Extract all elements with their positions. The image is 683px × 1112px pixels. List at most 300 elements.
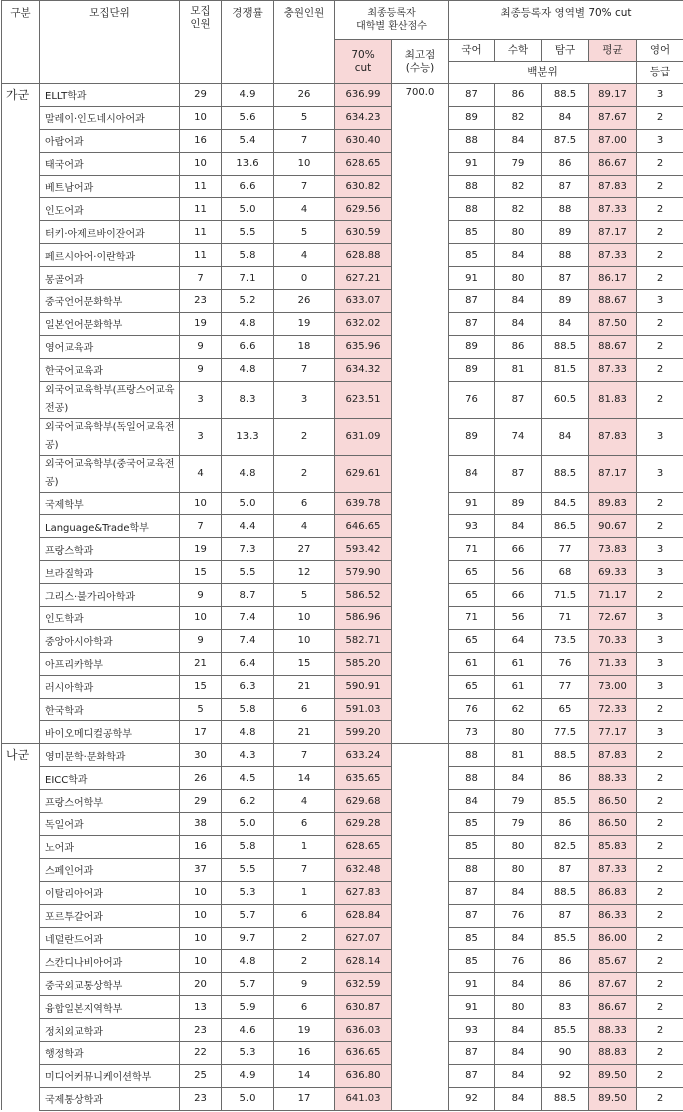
inquiry-cell: 84 bbox=[542, 312, 589, 335]
cut70-cell: 635.96 bbox=[335, 335, 392, 358]
cut70-cell: 636.03 bbox=[335, 1019, 392, 1042]
quota-cell: 30 bbox=[180, 744, 222, 767]
math-cell: 84 bbox=[495, 129, 542, 152]
unit-cell: 이탈리아어과 bbox=[40, 881, 180, 904]
competition-cell: 7.4 bbox=[222, 629, 274, 652]
cut70-cell: 634.32 bbox=[335, 358, 392, 381]
korean-cell: 89 bbox=[449, 358, 495, 381]
math-cell: 86 bbox=[495, 84, 542, 107]
korean-cell: 87 bbox=[449, 1064, 495, 1087]
competition-cell: 9.7 bbox=[222, 927, 274, 950]
table-row bbox=[2, 1041, 683, 1064]
average-cell: 87.33 bbox=[589, 858, 637, 881]
average-cell: 87.67 bbox=[589, 106, 637, 129]
extra-cell: 14 bbox=[274, 767, 335, 790]
average-cell: 88.33 bbox=[589, 767, 637, 790]
math-cell: 82 bbox=[495, 106, 542, 129]
math-cell: 61 bbox=[495, 675, 542, 698]
competition-cell: 5.5 bbox=[222, 561, 274, 584]
competition-cell: 4.9 bbox=[222, 84, 274, 107]
average-cell: 87.83 bbox=[589, 418, 637, 455]
table-row bbox=[2, 858, 683, 881]
max-score-cell: 700.0 bbox=[392, 84, 449, 744]
header-grade: 등급 bbox=[637, 62, 683, 84]
unit-cell: 네덜란드어과 bbox=[40, 927, 180, 950]
average-cell: 86.17 bbox=[589, 267, 637, 290]
math-cell: 79 bbox=[495, 813, 542, 836]
cut70-cell: 586.52 bbox=[335, 584, 392, 607]
quota-cell: 37 bbox=[180, 858, 222, 881]
math-cell: 82 bbox=[495, 175, 542, 198]
korean-cell: 91 bbox=[449, 996, 495, 1019]
table-row bbox=[2, 904, 683, 927]
english-grade-cell: 2 bbox=[637, 584, 683, 607]
average-cell: 85.67 bbox=[589, 950, 637, 973]
table-row bbox=[2, 1087, 683, 1110]
korean-cell: 91 bbox=[449, 267, 495, 290]
extra-cell: 0 bbox=[274, 267, 335, 290]
math-cell: 84 bbox=[495, 1087, 542, 1110]
average-cell: 87.83 bbox=[589, 175, 637, 198]
competition-cell: 5.2 bbox=[222, 290, 274, 313]
quota-cell: 9 bbox=[180, 358, 222, 381]
english-grade-cell: 2 bbox=[637, 1064, 683, 1087]
english-grade-cell: 2 bbox=[637, 835, 683, 858]
inquiry-cell: 87 bbox=[542, 858, 589, 881]
english-grade-cell: 3 bbox=[637, 418, 683, 455]
header-cut70: 70% cut bbox=[335, 40, 392, 84]
cut70-cell: 641.03 bbox=[335, 1087, 392, 1110]
average-cell: 87.67 bbox=[589, 973, 637, 996]
unit-cell: 브라질학과 bbox=[40, 561, 180, 584]
english-grade-cell: 3 bbox=[637, 721, 683, 744]
cut70-cell: 636.80 bbox=[335, 1064, 392, 1087]
header-max-score: 최고점 (수능) bbox=[392, 40, 449, 84]
quota-cell: 23 bbox=[180, 1087, 222, 1110]
korean-cell: 88 bbox=[449, 175, 495, 198]
korean-cell: 71 bbox=[449, 538, 495, 561]
quota-cell: 16 bbox=[180, 835, 222, 858]
math-cell: 84 bbox=[495, 927, 542, 950]
header-inquiry: 탐구 bbox=[542, 40, 589, 62]
table-row bbox=[2, 675, 683, 698]
table-header bbox=[2, 1, 683, 84]
competition-cell: 5.3 bbox=[222, 881, 274, 904]
english-grade-cell: 2 bbox=[637, 927, 683, 950]
table-row bbox=[2, 290, 683, 313]
inquiry-cell: 84 bbox=[542, 106, 589, 129]
math-cell: 81 bbox=[495, 358, 542, 381]
header-final-score: 최종등록자 대학별 환산점수 bbox=[335, 1, 449, 40]
quota-cell: 26 bbox=[180, 767, 222, 790]
unit-cell: 페르시아어·이란학과 bbox=[40, 244, 180, 267]
quota-cell: 15 bbox=[180, 675, 222, 698]
quota-cell: 23 bbox=[180, 1019, 222, 1042]
inquiry-cell: 68 bbox=[542, 561, 589, 584]
inquiry-cell: 77 bbox=[542, 675, 589, 698]
math-cell: 80 bbox=[495, 996, 542, 1019]
extra-cell: 2 bbox=[274, 455, 335, 492]
cut70-cell: 579.90 bbox=[335, 561, 392, 584]
inquiry-cell: 71 bbox=[542, 607, 589, 630]
english-grade-cell: 3 bbox=[637, 675, 683, 698]
header-quota: 모집 인원 bbox=[180, 1, 222, 84]
unit-cell: 중국언어문화학부 bbox=[40, 290, 180, 313]
table-row bbox=[2, 698, 683, 721]
quota-cell: 3 bbox=[180, 381, 222, 418]
competition-cell: 5.0 bbox=[222, 1087, 274, 1110]
korean-cell: 87 bbox=[449, 1041, 495, 1064]
unit-cell: 러시아학과 bbox=[40, 675, 180, 698]
inquiry-cell: 88.5 bbox=[542, 1087, 589, 1110]
quota-cell: 13 bbox=[180, 996, 222, 1019]
inquiry-cell: 86 bbox=[542, 950, 589, 973]
extra-cell: 6 bbox=[274, 996, 335, 1019]
table-row bbox=[2, 835, 683, 858]
cut70-cell: 599.20 bbox=[335, 721, 392, 744]
table-row bbox=[2, 538, 683, 561]
korean-cell: 73 bbox=[449, 721, 495, 744]
table-row bbox=[2, 629, 683, 652]
unit-cell: 그리스·불가리아학과 bbox=[40, 584, 180, 607]
unit-cell: 외국어교육학부(중국어교육전공) bbox=[40, 455, 180, 492]
table-row bbox=[2, 335, 683, 358]
korean-cell: 85 bbox=[449, 835, 495, 858]
average-cell: 87.17 bbox=[589, 455, 637, 492]
table-row bbox=[2, 813, 683, 836]
inquiry-cell: 88.5 bbox=[542, 84, 589, 107]
quota-cell: 29 bbox=[180, 84, 222, 107]
average-cell: 87.00 bbox=[589, 129, 637, 152]
average-cell: 89.83 bbox=[589, 492, 637, 515]
quota-cell: 11 bbox=[180, 244, 222, 267]
average-cell: 87.33 bbox=[589, 244, 637, 267]
math-cell: 56 bbox=[495, 561, 542, 584]
cut70-cell: 646.65 bbox=[335, 515, 392, 538]
korean-cell: 91 bbox=[449, 492, 495, 515]
header-english: 영어 bbox=[637, 40, 683, 62]
average-cell: 87.83 bbox=[589, 744, 637, 767]
competition-cell: 5.5 bbox=[222, 858, 274, 881]
inquiry-cell: 73.5 bbox=[542, 629, 589, 652]
math-cell: 80 bbox=[495, 721, 542, 744]
average-cell: 86.50 bbox=[589, 790, 637, 813]
math-cell: 84 bbox=[495, 290, 542, 313]
cut70-cell: 633.24 bbox=[335, 744, 392, 767]
competition-cell: 5.8 bbox=[222, 698, 274, 721]
cut70-cell: 628.14 bbox=[335, 950, 392, 973]
extra-cell: 12 bbox=[274, 561, 335, 584]
english-grade-cell: 2 bbox=[637, 244, 683, 267]
cut70-cell: 629.61 bbox=[335, 455, 392, 492]
competition-cell: 13.6 bbox=[222, 152, 274, 175]
header-final-area: 최종등록자 영역별 70% cut bbox=[449, 1, 683, 40]
math-cell: 84 bbox=[495, 973, 542, 996]
table-row bbox=[2, 515, 683, 538]
table-body bbox=[2, 84, 683, 1111]
math-cell: 84 bbox=[495, 515, 542, 538]
math-cell: 76 bbox=[495, 950, 542, 973]
cut70-cell: 631.09 bbox=[335, 418, 392, 455]
extra-cell: 7 bbox=[274, 175, 335, 198]
math-cell: 84 bbox=[495, 1041, 542, 1064]
unit-cell: 인도학과 bbox=[40, 607, 180, 630]
extra-cell: 6 bbox=[274, 492, 335, 515]
table-row bbox=[2, 652, 683, 675]
english-grade-cell: 2 bbox=[637, 698, 683, 721]
cut70-cell: 590.91 bbox=[335, 675, 392, 698]
unit-cell: 한국어교육과 bbox=[40, 358, 180, 381]
competition-cell: 4.5 bbox=[222, 767, 274, 790]
quota-cell: 10 bbox=[180, 152, 222, 175]
cut70-cell: 628.65 bbox=[335, 152, 392, 175]
table-row bbox=[2, 996, 683, 1019]
table-row bbox=[2, 927, 683, 950]
table-row bbox=[2, 767, 683, 790]
extra-cell: 14 bbox=[274, 1064, 335, 1087]
table-row bbox=[2, 381, 683, 418]
quota-cell: 16 bbox=[180, 129, 222, 152]
inquiry-cell: 88 bbox=[542, 198, 589, 221]
table-row bbox=[2, 744, 683, 767]
table-row bbox=[2, 198, 683, 221]
math-cell: 84 bbox=[495, 244, 542, 267]
quota-cell: 11 bbox=[180, 221, 222, 244]
english-grade-cell: 2 bbox=[637, 744, 683, 767]
quota-cell: 19 bbox=[180, 538, 222, 561]
table-row bbox=[2, 267, 683, 290]
cut70-cell: 585.20 bbox=[335, 652, 392, 675]
quota-cell: 15 bbox=[180, 561, 222, 584]
quota-cell: 19 bbox=[180, 312, 222, 335]
cut70-cell: 591.03 bbox=[335, 698, 392, 721]
competition-cell: 5.3 bbox=[222, 1041, 274, 1064]
unit-cell: 태국어과 bbox=[40, 152, 180, 175]
math-cell: 61 bbox=[495, 652, 542, 675]
math-cell: 62 bbox=[495, 698, 542, 721]
table-row bbox=[2, 244, 683, 267]
cut70-cell: 629.68 bbox=[335, 790, 392, 813]
inquiry-cell: 92 bbox=[542, 1064, 589, 1087]
average-cell: 86.00 bbox=[589, 927, 637, 950]
cut70-cell: 632.48 bbox=[335, 858, 392, 881]
average-cell: 85.83 bbox=[589, 835, 637, 858]
competition-cell: 6.6 bbox=[222, 335, 274, 358]
unit-cell: 스칸디나비아어과 bbox=[40, 950, 180, 973]
extra-cell: 5 bbox=[274, 221, 335, 244]
average-cell: 77.17 bbox=[589, 721, 637, 744]
quota-cell: 3 bbox=[180, 418, 222, 455]
header-average: 평균 bbox=[589, 40, 637, 62]
unit-cell: 아프리카학부 bbox=[40, 652, 180, 675]
inquiry-cell: 86 bbox=[542, 813, 589, 836]
korean-cell: 87 bbox=[449, 84, 495, 107]
korean-cell: 88 bbox=[449, 858, 495, 881]
average-cell: 71.17 bbox=[589, 584, 637, 607]
competition-cell: 4.8 bbox=[222, 312, 274, 335]
quota-cell: 5 bbox=[180, 698, 222, 721]
average-cell: 87.33 bbox=[589, 198, 637, 221]
korean-cell: 87 bbox=[449, 312, 495, 335]
math-cell: 76 bbox=[495, 904, 542, 927]
table-row bbox=[2, 721, 683, 744]
unit-cell: 국제학부 bbox=[40, 492, 180, 515]
cut70-cell: 630.82 bbox=[335, 175, 392, 198]
competition-cell: 4.8 bbox=[222, 455, 274, 492]
competition-cell: 6.4 bbox=[222, 652, 274, 675]
inquiry-cell: 77.5 bbox=[542, 721, 589, 744]
extra-cell: 1 bbox=[274, 881, 335, 904]
competition-cell: 5.7 bbox=[222, 973, 274, 996]
unit-cell: ELLT학과 bbox=[40, 84, 180, 107]
quota-cell: 21 bbox=[180, 652, 222, 675]
extra-cell: 4 bbox=[274, 790, 335, 813]
inquiry-cell: 71.5 bbox=[542, 584, 589, 607]
inquiry-cell: 85.5 bbox=[542, 1019, 589, 1042]
table-row bbox=[2, 129, 683, 152]
table-row bbox=[2, 790, 683, 813]
korean-cell: 65 bbox=[449, 629, 495, 652]
english-grade-cell: 3 bbox=[637, 629, 683, 652]
math-cell: 80 bbox=[495, 835, 542, 858]
quota-cell: 10 bbox=[180, 492, 222, 515]
english-grade-cell: 2 bbox=[637, 904, 683, 927]
inquiry-cell: 87 bbox=[542, 175, 589, 198]
inquiry-cell: 60.5 bbox=[542, 381, 589, 418]
inquiry-cell: 85.5 bbox=[542, 790, 589, 813]
english-grade-cell: 2 bbox=[637, 152, 683, 175]
extra-cell: 9 bbox=[274, 973, 335, 996]
extra-cell: 7 bbox=[274, 358, 335, 381]
header-group: 구분 bbox=[2, 1, 40, 84]
korean-cell: 85 bbox=[449, 813, 495, 836]
competition-cell: 5.7 bbox=[222, 904, 274, 927]
quota-cell: 20 bbox=[180, 973, 222, 996]
competition-cell: 7.1 bbox=[222, 267, 274, 290]
math-cell: 84 bbox=[495, 767, 542, 790]
average-cell: 90.67 bbox=[589, 515, 637, 538]
max-score-cell bbox=[392, 744, 449, 1110]
header-unit: 모집단위 bbox=[40, 1, 180, 84]
extra-cell: 19 bbox=[274, 1019, 335, 1042]
unit-cell: Language&Trade학부 bbox=[40, 515, 180, 538]
inquiry-cell: 65 bbox=[542, 698, 589, 721]
average-cell: 69.33 bbox=[589, 561, 637, 584]
extra-cell: 3 bbox=[274, 381, 335, 418]
quota-cell: 10 bbox=[180, 950, 222, 973]
math-cell: 66 bbox=[495, 538, 542, 561]
math-cell: 64 bbox=[495, 629, 542, 652]
english-grade-cell: 2 bbox=[637, 492, 683, 515]
english-grade-cell: 2 bbox=[637, 767, 683, 790]
quota-cell: 11 bbox=[180, 198, 222, 221]
inquiry-cell: 82.5 bbox=[542, 835, 589, 858]
cut70-cell: 628.65 bbox=[335, 835, 392, 858]
quota-cell: 29 bbox=[180, 790, 222, 813]
math-cell: 80 bbox=[495, 221, 542, 244]
unit-cell: 아랍어과 bbox=[40, 129, 180, 152]
unit-cell: 스페인어과 bbox=[40, 858, 180, 881]
cut70-cell: 630.40 bbox=[335, 129, 392, 152]
korean-cell: 85 bbox=[449, 927, 495, 950]
competition-cell: 7.4 bbox=[222, 607, 274, 630]
extra-cell: 6 bbox=[274, 698, 335, 721]
average-cell: 89.17 bbox=[589, 84, 637, 107]
english-grade-cell: 2 bbox=[637, 1019, 683, 1042]
unit-cell: 한국학과 bbox=[40, 698, 180, 721]
english-grade-cell: 2 bbox=[637, 198, 683, 221]
table-row bbox=[2, 106, 683, 129]
extra-cell: 19 bbox=[274, 312, 335, 335]
average-cell: 86.50 bbox=[589, 813, 637, 836]
english-grade-cell: 3 bbox=[637, 607, 683, 630]
inquiry-cell: 88.5 bbox=[542, 744, 589, 767]
inquiry-cell: 88 bbox=[542, 244, 589, 267]
table-row bbox=[2, 455, 683, 492]
korean-cell: 89 bbox=[449, 418, 495, 455]
competition-cell: 5.4 bbox=[222, 129, 274, 152]
extra-cell: 2 bbox=[274, 927, 335, 950]
korean-cell: 84 bbox=[449, 790, 495, 813]
cut70-cell: 627.83 bbox=[335, 881, 392, 904]
math-cell: 87 bbox=[495, 455, 542, 492]
korean-cell: 76 bbox=[449, 698, 495, 721]
competition-cell: 5.0 bbox=[222, 492, 274, 515]
unit-cell: 융합일본지역학부 bbox=[40, 996, 180, 1019]
competition-cell: 8.3 bbox=[222, 381, 274, 418]
average-cell: 88.67 bbox=[589, 335, 637, 358]
competition-cell: 5.8 bbox=[222, 835, 274, 858]
average-cell: 88.33 bbox=[589, 1019, 637, 1042]
table-row bbox=[2, 607, 683, 630]
inquiry-cell: 86 bbox=[542, 152, 589, 175]
korean-cell: 91 bbox=[449, 152, 495, 175]
english-grade-cell: 3 bbox=[637, 561, 683, 584]
math-cell: 86 bbox=[495, 335, 542, 358]
english-grade-cell: 2 bbox=[637, 858, 683, 881]
quota-cell: 4 bbox=[180, 455, 222, 492]
extra-cell: 21 bbox=[274, 721, 335, 744]
korean-cell: 89 bbox=[449, 106, 495, 129]
header-percentile: 백분위 bbox=[449, 62, 637, 84]
korean-cell: 61 bbox=[449, 652, 495, 675]
english-grade-cell: 2 bbox=[637, 1087, 683, 1110]
english-grade-cell: 2 bbox=[637, 950, 683, 973]
inquiry-cell: 89 bbox=[542, 221, 589, 244]
korean-cell: 84 bbox=[449, 455, 495, 492]
quota-cell: 9 bbox=[180, 335, 222, 358]
unit-cell: 중국외교통상학부 bbox=[40, 973, 180, 996]
math-cell: 74 bbox=[495, 418, 542, 455]
english-grade-cell: 2 bbox=[637, 381, 683, 418]
english-grade-cell: 2 bbox=[637, 790, 683, 813]
average-cell: 89.50 bbox=[589, 1087, 637, 1110]
english-grade-cell: 2 bbox=[637, 515, 683, 538]
competition-cell: 5.8 bbox=[222, 244, 274, 267]
competition-cell: 5.0 bbox=[222, 198, 274, 221]
unit-cell: 일본언어문화학부 bbox=[40, 312, 180, 335]
cut70-cell: 639.78 bbox=[335, 492, 392, 515]
header-korean: 국어 bbox=[449, 40, 495, 62]
cut70-cell: 623.51 bbox=[335, 381, 392, 418]
extra-cell: 4 bbox=[274, 515, 335, 538]
math-cell: 80 bbox=[495, 858, 542, 881]
english-grade-cell: 2 bbox=[637, 335, 683, 358]
korean-cell: 93 bbox=[449, 1019, 495, 1042]
english-grade-cell: 2 bbox=[637, 996, 683, 1019]
unit-cell: 독일어과 bbox=[40, 813, 180, 836]
inquiry-cell: 84.5 bbox=[542, 492, 589, 515]
